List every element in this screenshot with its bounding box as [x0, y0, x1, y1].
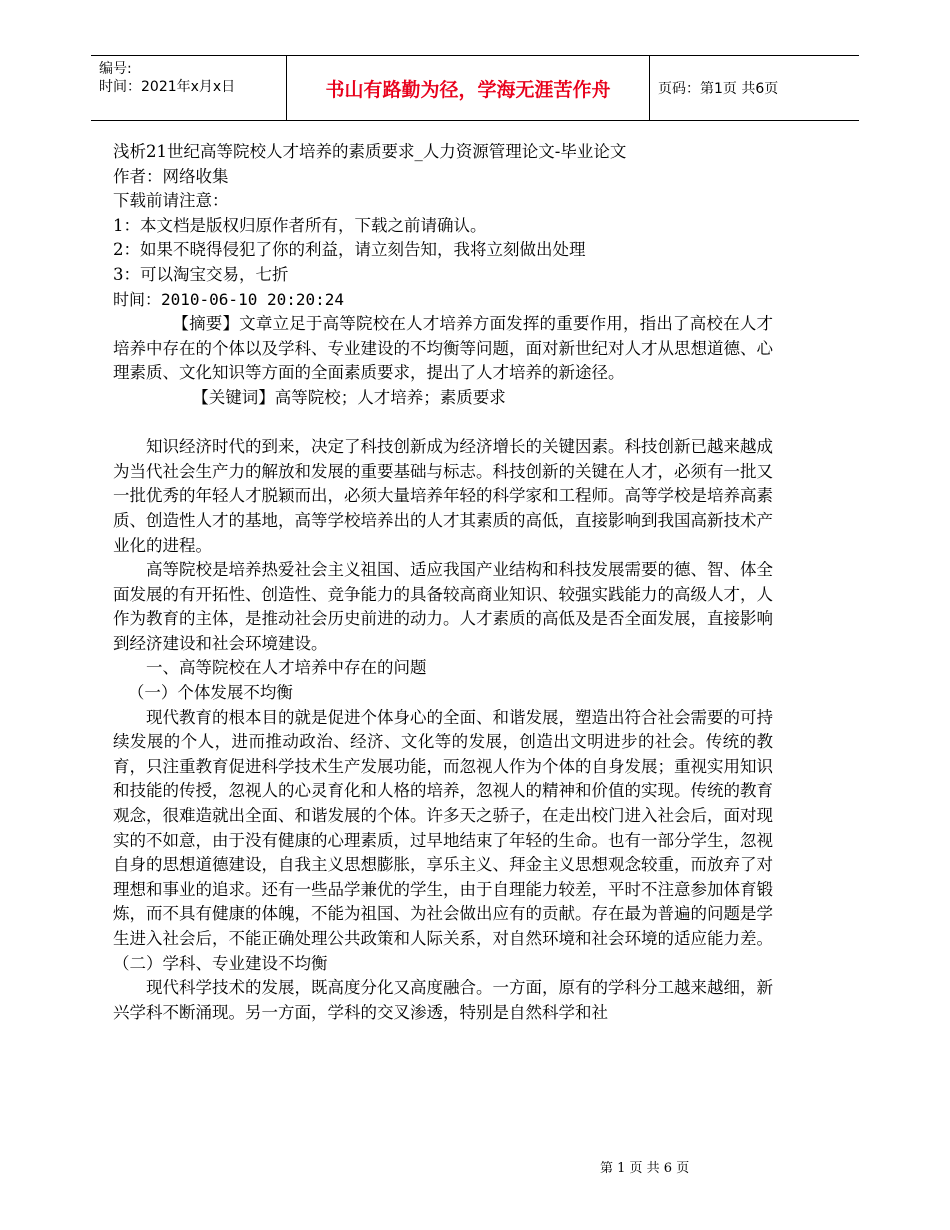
note-item: 3：可以淘宝交易，七折	[113, 264, 289, 284]
page-header	[91, 55, 859, 121]
document-title: 浅析21世纪高等院校人才培养的素质要求_人力资源管理论文-毕业论文	[113, 142, 627, 161]
body-paragraph: 知识经济时代的到来，决定了科技创新成为经济增长的关键因素。科技创新已越来越成为当代社会生产力的解放和发展的重要基础与标志。科技创新的关键在人才，必须有一批又一批优秀的年轻人才脱颖而出，必须大量培养年轻的科学家和工程师。高等学校是培养高素质、创造性人才的基地，高等学校培养出的人才其素质的高低，直接影响到我国高新技术产业化的进程。	[113, 437, 773, 555]
notice-title: 下载前请注意：	[113, 191, 229, 211]
body-paragraph: 现代教育的根本目的就是促进个体身心的全面、和谐发展，塑造出符合社会需要的可持续发展的个人，进而推动政治、经济、文化等的发展，创造出文明进步的社会。传统的教育，只注重教育促进科学技术生产发展功能，而忽视人作为个体的自身发展；重视实用知识和技能的传授，忽视人的心灵育化和人格的培养，忽视人的精神和价值的实现。传统的教育观念，很难造就出全面、和谐发展的个体。许多天之骄子，在走出校门进入社会后，面对现实的不如意，由于没有健康的心理素质，过早地结束了年轻的生命。也有一部分学生，忽视自身的思想道德建设，自我主义思想膨胀，享乐主义、拜金主义思想观念较重，而放弃了对理想和事业的追求。还有一些品学兼优的学生，由于自理能力较差，平时不注意参加体育锻炼，而不具有健康的体魄，不能为祖国、为社会做出应有的贡献。存在最为普遍的问题是学生进入社会后，不能正确处理公共政策和人际关系，对自然环境和社会环境的适应能力差。	[113, 707, 773, 948]
header-page-info: 页码：第1页 共6页	[658, 81, 779, 97]
abstract: 【摘要】文章立足于高等院校在人才培养方面发挥的重要作用，指出了高校在人才培养中存在的个体以及学科、专业建设的不均衡等问题，面对新世纪对人才从思想道德、心理素质、文化知识等方面的全面素质要求，提出了人才培养的新途径。	[113, 314, 773, 383]
timestamp-line: 时间：2010-06-10 20:20:24	[113, 289, 345, 309]
time-label: 时间：2021年x月x日	[99, 79, 236, 95]
section-heading: 一、高等院校在人才培养中存在的问题	[146, 658, 427, 678]
page-footer: 第 1 页 共 6 页	[600, 1161, 690, 1176]
note-item: 2：如果不晓得侵犯了你的利益，请立刻告知，我将立刻做出处理	[113, 240, 586, 260]
number-label: 编号:	[99, 61, 132, 77]
header-motto: 书山有路勤为径，学海无涯苦作舟	[286, 56, 650, 120]
subsection-heading: （二）学科、专业建设不均衡	[113, 953, 328, 973]
subsection-heading: （一）个体发展不均衡	[127, 683, 293, 703]
body-paragraph: 高等院校是培养热爱社会主义祖国、适应我国产业结构和科技发展需要的德、智、体全面发展的有开拓性、创造性、竞争能力的具备较高商业知识、较强实践能力的高级人才，人作为教育的主体，是推动社会历史前进的动力。人才素质的高低及是否全面发展，直接影响到经济建设和社会环境建设。	[113, 560, 773, 653]
document-body	[113, 140, 773, 1025]
author-line: 作者：网络收集	[113, 166, 229, 186]
body-paragraph: 现代科学技术的发展，既高度分化又高度融合。一方面，原有的学科分工越来越细，新兴学科不断涌现。另一方面，学科的交叉渗透，特别是自然科学和社	[113, 978, 773, 1022]
header-meta	[91, 56, 286, 120]
note-item: 1：本文档是版权归原作者所有，下载之前请确认。	[113, 215, 487, 235]
keywords: 【关键词】高等院校；人才培养；素质要求	[192, 387, 506, 407]
